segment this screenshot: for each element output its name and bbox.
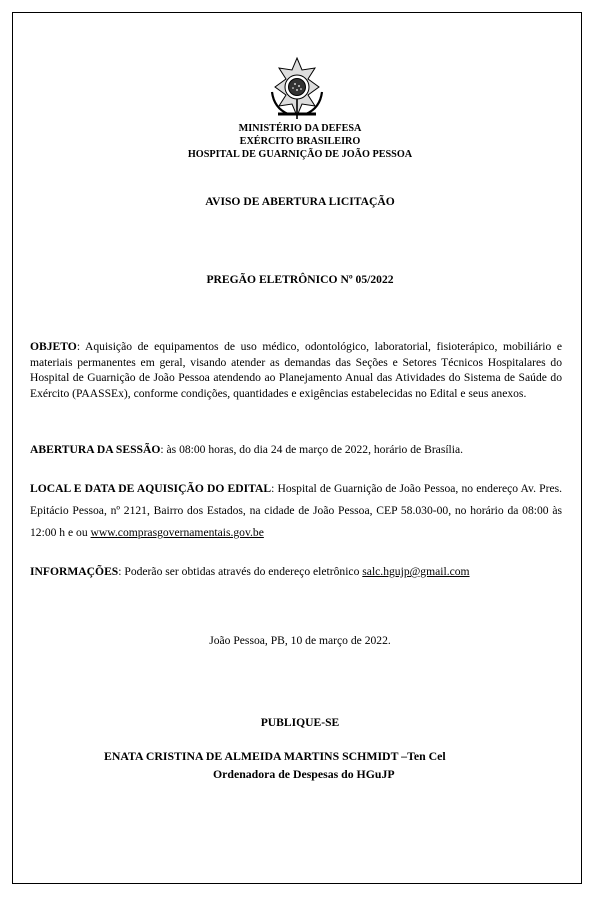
email-link[interactable]: salc.hgujp@gmail.com [362, 565, 470, 578]
publique-se: PUBLIQUE-SE [260, 716, 340, 729]
army-name: EXÉRCITO BRASILEIRO [239, 136, 361, 147]
abertura-text: : às 08:00 horas, do dia 24 de março de 2022, horário de Brasília. [160, 443, 464, 456]
signatory-role: Ordenadora de Despesas do HGuJP [213, 767, 395, 781]
signatory-name: ENATA CRISTINA DE ALMEIDA MARTINS SCHMIDT –Ten Cel [104, 749, 446, 763]
informacoes-text: : Poderão ser obtidas através do endereço eletrônico [118, 565, 363, 578]
notice-title: AVISO DE ABERTURA LICITAÇÃO [205, 195, 395, 208]
local-text: : Hospital de Guarnição de João Pessoa, no endereço Av. Pres. Epitácio Pessoa, nº 2121, Bairro dos Estados, na cidade de João Pessoa, CEP 58.030-00, no horário da 08:00 às 12:00 h e ou [30, 482, 562, 539]
coat-of-arms-icon [264, 56, 330, 120]
objeto-label: OBJETO [30, 340, 77, 353]
abertura-paragraph [30, 442, 562, 458]
informacoes-paragraph [30, 564, 562, 580]
date-line: João Pessoa, PB, 10 de março de 2022. [209, 634, 391, 647]
local-paragraph [30, 478, 562, 544]
objeto-paragraph [30, 339, 562, 401]
abertura-label: ABERTURA DA SESSÃO [30, 443, 161, 456]
hospital-name: HOSPITAL DE GUARNIÇÃO DE JOÃO PESSOA [187, 149, 413, 160]
pregao-title: PREGÃO ELETRÔNICO Nº 05/2022 [206, 273, 394, 286]
local-label: LOCAL E DATA DE AQUISIÇÃO DO EDITAL [30, 482, 272, 495]
ministry-name: MINISTÉRIO DA DEFESA [238, 123, 362, 134]
compras-link[interactable]: www.comprasgovernamentais.gov.be [90, 526, 264, 539]
objeto-text: : Aquisição de equipamentos de uso médico, odontológico, laboratorial, fisioterápico, mobiliário e materiais permanentes em geral, visando atender as demandas das Seções e Setores Técnicos Hospitalares do Hospital de Guarnição de João Pessoa atendendo ao Planejamento Anual das Atividades do Sistema de Saúde do Exército (PAASSEx), conforme condições, quantidades e exigências estabelecidas no Edital e seus anexos. [30, 340, 562, 400]
informacoes-label: INFORMAÇÕES [30, 565, 119, 578]
